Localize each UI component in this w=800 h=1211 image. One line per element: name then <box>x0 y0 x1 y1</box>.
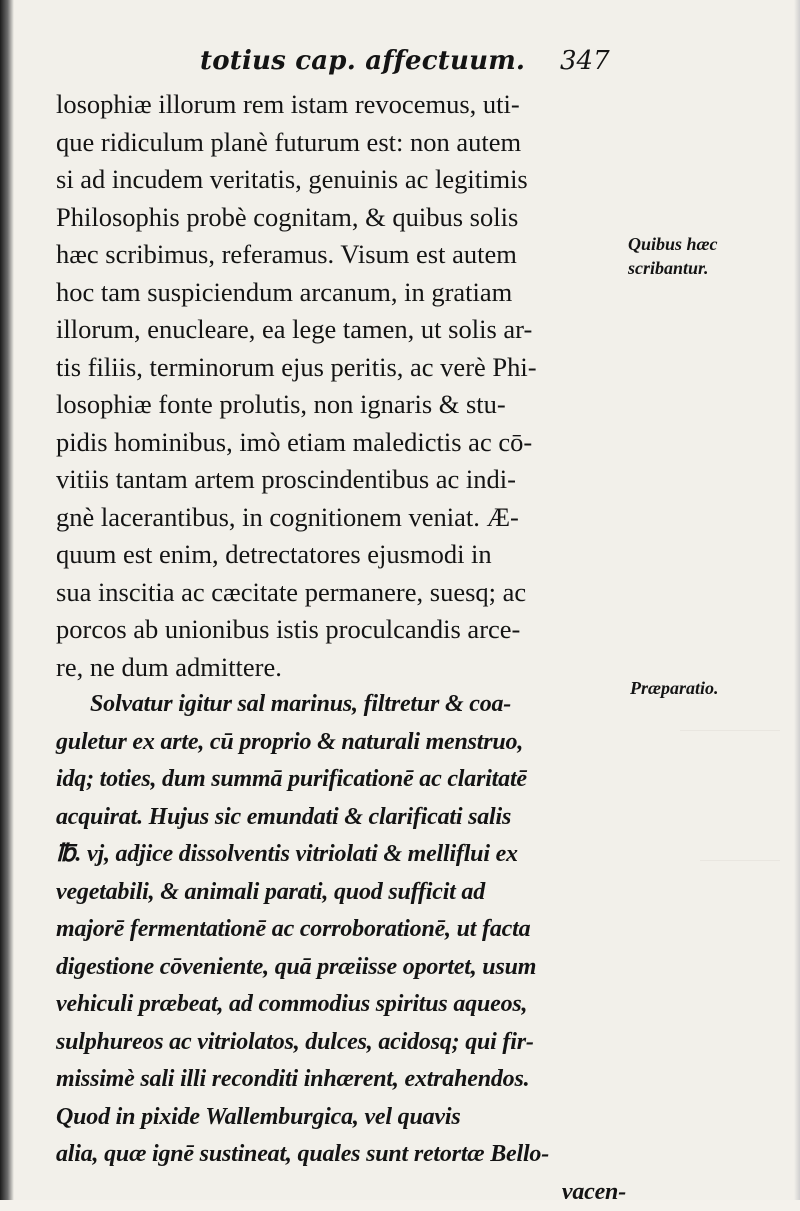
text-line: vitiis tantam artem proscindentibus ac indi- <box>56 461 626 499</box>
text-line: quum est enim, detrectatores ejusmodi in <box>56 536 626 574</box>
text-line: alia, quæ ignē sustineat, quales sunt retortæ Bello- <box>56 1136 626 1174</box>
text-line: tis filiis, terminorum ejus peritis, ac verè Phi- <box>56 349 626 387</box>
text-line: Solvatur igitur sal marinus, filtretur & coa- <box>56 686 626 724</box>
bleed-through-ghost <box>700 860 780 911</box>
catchword: vacen- <box>56 1174 626 1211</box>
note-line: Quibus hæc <box>628 232 718 256</box>
text-line: majorē fermentationē ac corroborationē, ut facta <box>56 911 626 949</box>
page-gutter-shadow <box>0 0 14 1200</box>
main-text-block <box>56 86 626 1211</box>
text-line: hoc tam suspiciendum arcanum, in gratiam <box>56 274 626 312</box>
text-line: idq; toties, dum summā purificationē ac claritatē <box>56 761 626 799</box>
page-header <box>0 40 800 80</box>
note-line: Præparatio. <box>630 676 719 700</box>
text-line: vegetabili, & animali parati, quod sufficit ad <box>56 874 626 912</box>
text-line: que ridiculum planè futurum est: non autem <box>56 124 626 162</box>
text-line: acquirat. Hujus sic emundati & clarificati salis <box>56 799 626 837</box>
running-title: totius cap. affectuum. <box>200 46 525 76</box>
marginal-note-praeparatio <box>630 676 719 700</box>
text-line: Philosophis probè cognitam, & quibus solis <box>56 199 626 237</box>
text-line: guletur ex arte, cū proprio & naturali menstruo, <box>56 724 626 762</box>
text-line: losophiæ fonte prolutis, non ignaris & stu- <box>56 386 626 424</box>
text-line: missimè sali illi reconditi inhærent, extrahendos. <box>56 1061 626 1099</box>
text-line: porcos ab unionibus istis proculcandis arce- <box>56 611 626 649</box>
text-line: pidis hominibus, imò etiam maledictis ac cō- <box>56 424 626 462</box>
text-line: sua inscitia ac cæcitate permanere, suesq; ac <box>56 574 626 612</box>
bleed-through-ghost <box>680 730 780 791</box>
paragraph-1 <box>56 86 626 686</box>
note-line: scribantur. <box>628 256 718 280</box>
text-line: illorum, enucleare, ea lege tamen, ut solis ar- <box>56 311 626 349</box>
page-edge <box>794 0 800 1200</box>
text-line: si ad incudem veritatis, genuinis ac legitimis <box>56 161 626 199</box>
paragraph-2 <box>56 686 626 1211</box>
text-line: sulphureos ac vitriolatos, dulces, acidosq; qui fir- <box>56 1024 626 1062</box>
text-line: gnè lacerantibus, in cognitionem veniat. Æ- <box>56 499 626 537</box>
text-line: hæc scribimus, referamus. Visum est autem <box>56 236 626 274</box>
text-line: vehiculi præbeat, ad commodius spiritus aqueos, <box>56 986 626 1024</box>
page-number: 347 <box>560 46 610 76</box>
text-line: Quod in pixide Wallemburgica, vel quavis <box>56 1099 626 1137</box>
marginal-note-quibus <box>628 232 718 280</box>
text-line: ℔. vj, adjice dissolventis vitriolati & melliflui ex <box>56 836 626 874</box>
text-line: re, ne dum admittere. <box>56 649 626 687</box>
text-line: losophiæ illorum rem istam revocemus, uti- <box>56 86 626 124</box>
text-line: digestione cōveniente, quā præiisse oportet, usum <box>56 949 626 987</box>
